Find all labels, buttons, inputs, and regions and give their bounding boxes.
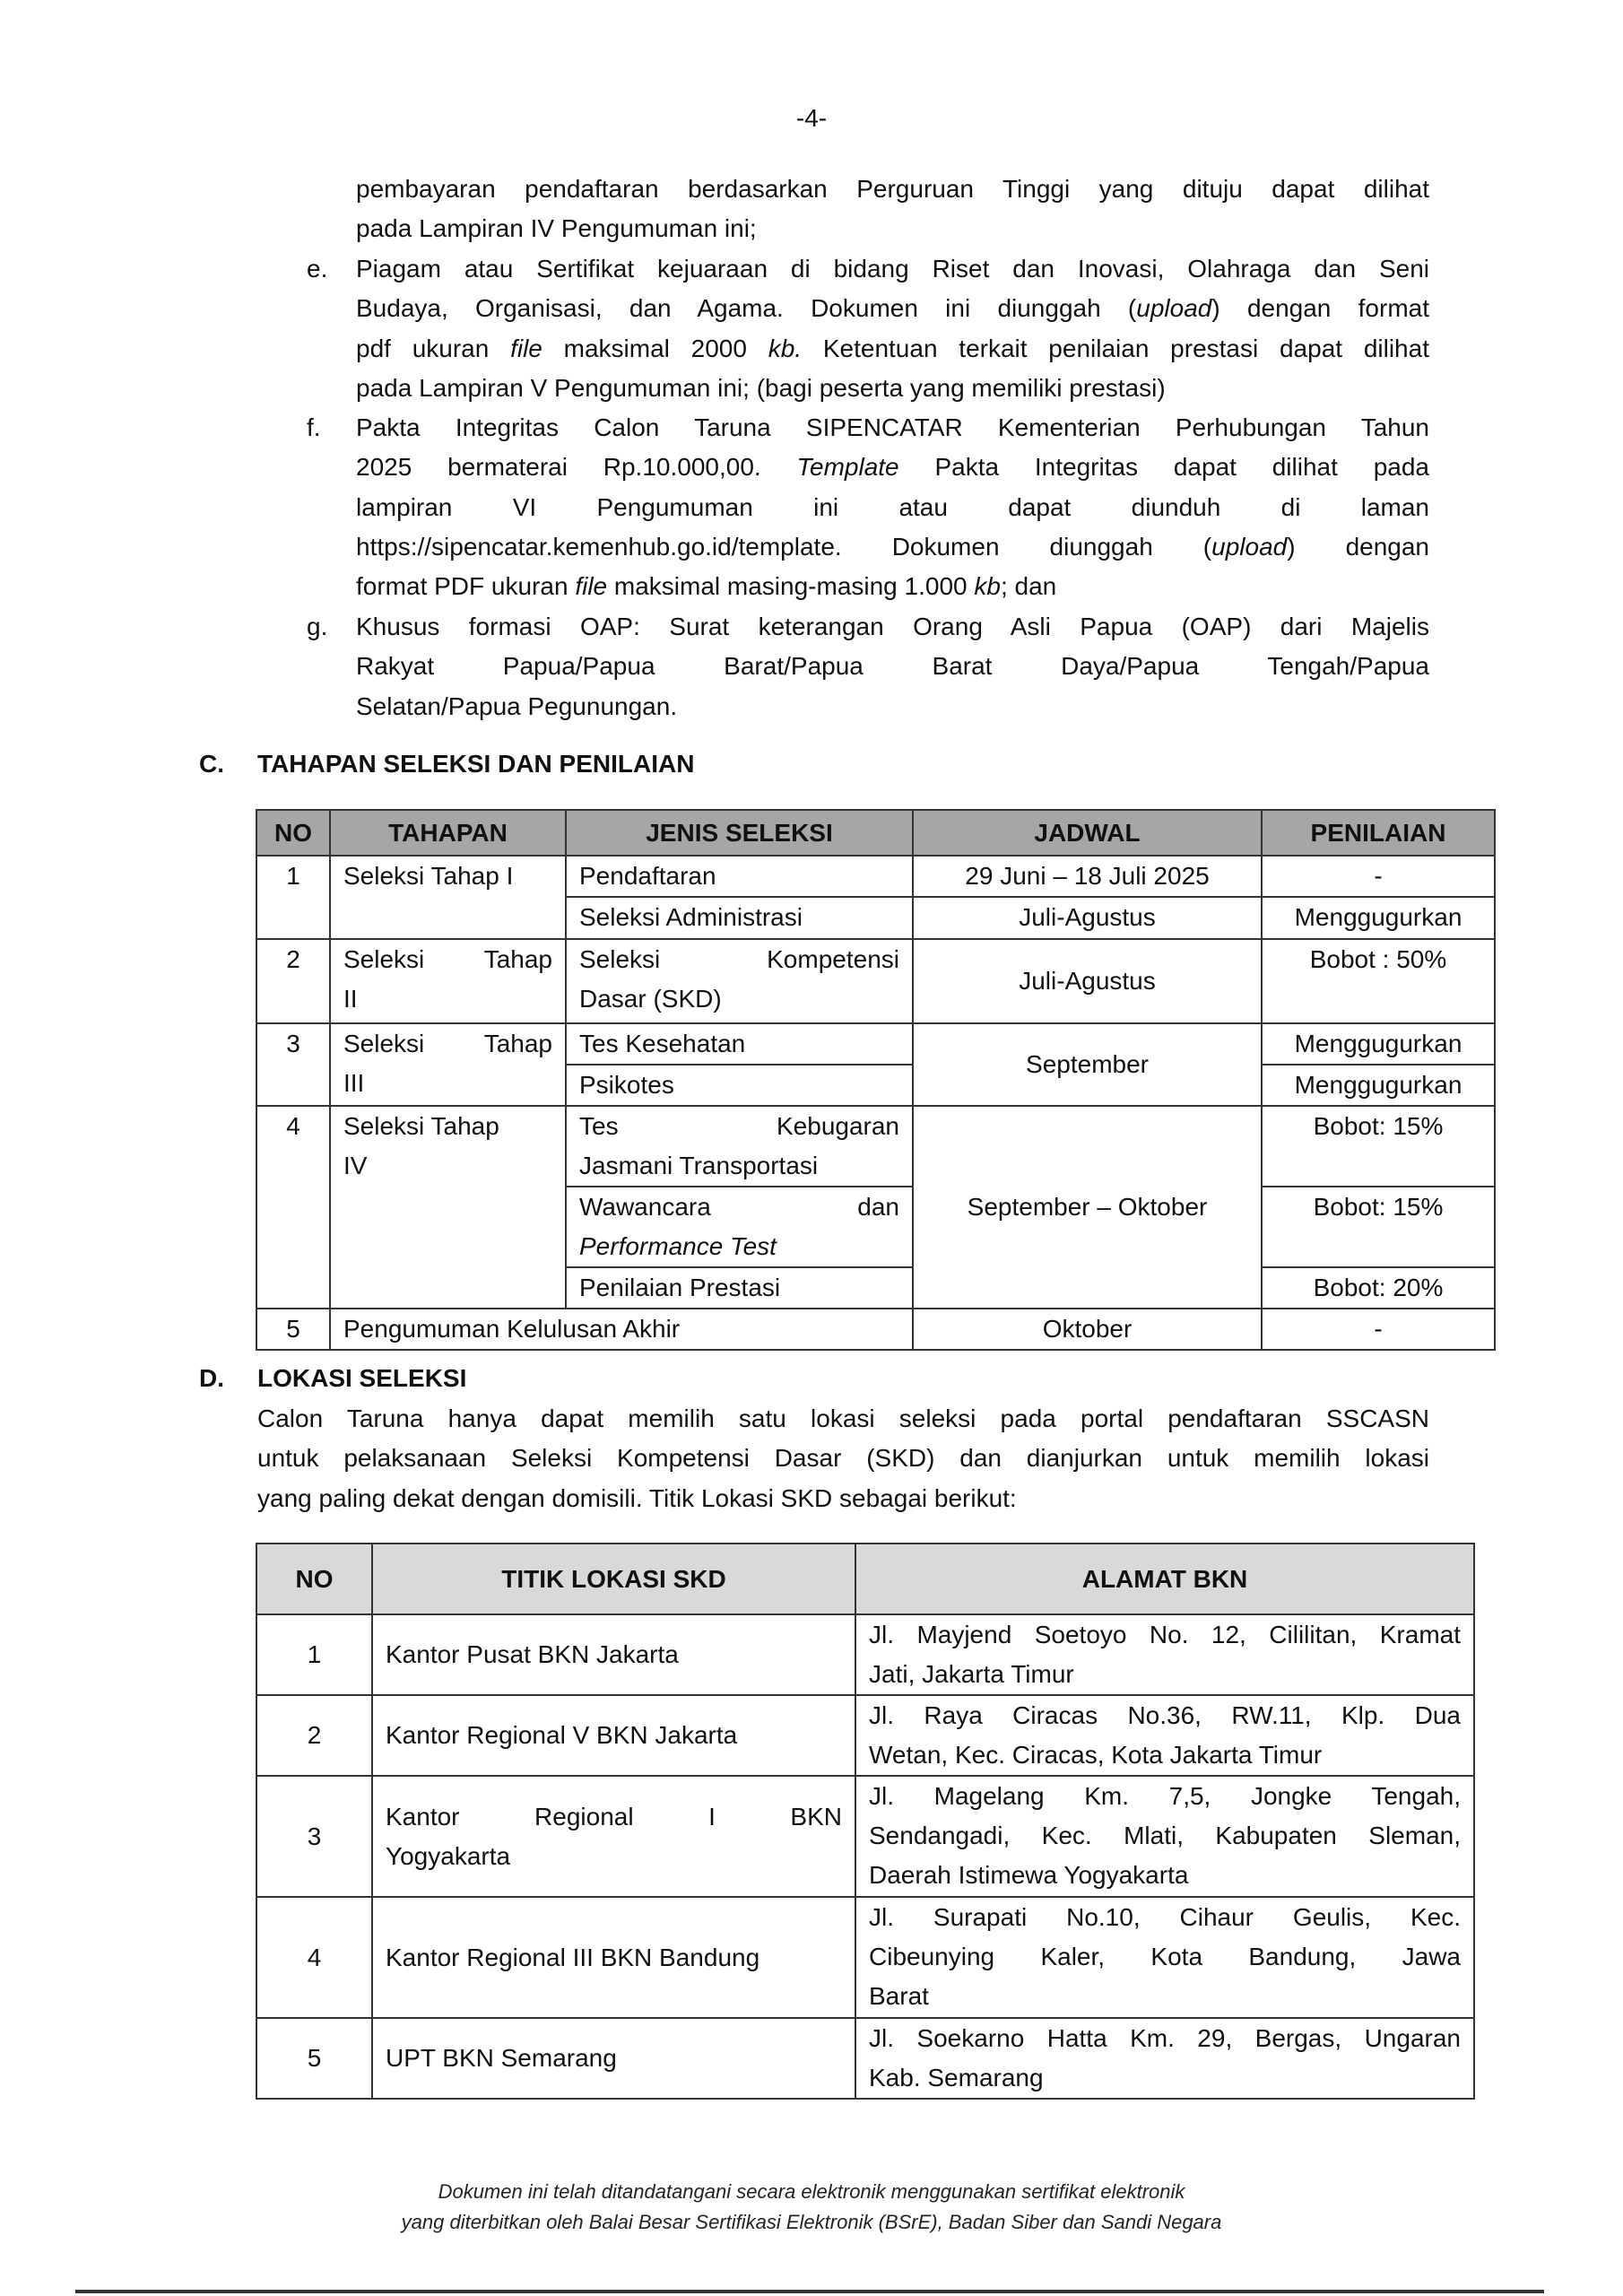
col-header-tahapan: TAHAPAN xyxy=(330,810,566,856)
cell-line: Wetan, Kec. Ciracas, Kota Jakarta Timur xyxy=(869,1741,1323,1769)
cell-jenis: Penilaian Prestasi xyxy=(566,1267,913,1309)
page-number: -4- xyxy=(795,104,828,132)
cell-jadwal: Juli-Agustus xyxy=(913,897,1262,939)
text-line: Calon Taruna hanya dapat memilih satu lokasi seleksi pada portal pendaftaran SSCASN xyxy=(257,1405,1429,1432)
cell-alamat xyxy=(855,1776,1474,1897)
table-header-row xyxy=(256,1544,1474,1614)
table-row xyxy=(256,1695,1474,1776)
footer-line: yang diterbitkan oleh Balai Besar Sertifikasi Elektronik (BSrE), Badan Siber dan Sandi Negara xyxy=(401,2211,1222,2233)
text-line xyxy=(356,249,1429,289)
cell-tahapan: Pengumuman Kelulusan Akhir xyxy=(330,1309,913,1350)
cell-line: Daerah Istimewa Yogyakarta xyxy=(869,1861,1189,1889)
list-item-text xyxy=(356,607,1429,726)
italic-term: file xyxy=(510,334,542,362)
cell-line: Jasmani Transportasi xyxy=(579,1152,819,1179)
cell-line: Dasar (SKD) xyxy=(579,985,722,1013)
cell-jenis xyxy=(566,1187,913,1267)
cell-line: Jl. Mayjend Soetoyo No. 12, Cililitan, Kramat xyxy=(869,1621,1461,1648)
italic-term: kb xyxy=(974,572,1001,601)
col-header-jenis: JENIS SELEKSI xyxy=(566,810,913,856)
section-letter: C. xyxy=(199,750,224,778)
cell-line: III xyxy=(343,1069,365,1097)
italic-term: upload xyxy=(1136,294,1212,323)
cell-line: Tes Kebugaran xyxy=(579,1112,899,1140)
list-marker: e. xyxy=(307,255,328,283)
col-header-lokasi: TITIK LOKASI SKD xyxy=(372,1544,855,1614)
cell-line: Yogyakarta xyxy=(386,1841,511,1870)
text-run: Pakta Integritas dapat dilihat pada xyxy=(898,453,1429,482)
text-run: Rakyat Papua/Papua Barat/Papua Barat Daya/Papua Tengah/Papua xyxy=(356,652,1429,681)
text-line xyxy=(356,329,1429,369)
cell-lokasi: Kantor Regional III BKN Bandung xyxy=(372,1897,855,2018)
text-run: ) dengan format xyxy=(1211,294,1429,323)
cell-penilaian: Bobot: 15% xyxy=(1262,1106,1495,1187)
text-line xyxy=(356,647,1429,686)
cell-line: Kantor Regional I BKN xyxy=(386,1802,842,1831)
col-header-no: NO xyxy=(256,810,330,856)
cell-alamat xyxy=(855,2018,1474,2099)
cell-no: 2 xyxy=(256,1695,372,1776)
cell-jadwal: September – Oktober xyxy=(913,1106,1262,1309)
cell-line: Seleksi Kompetensi xyxy=(579,945,899,973)
cell-no: 5 xyxy=(256,2018,372,2099)
cell-no: 1 xyxy=(256,856,330,939)
text-line xyxy=(356,607,1429,647)
cell-no: 1 xyxy=(256,1614,372,1695)
list-item-f xyxy=(307,408,1429,610)
text-line xyxy=(356,527,1429,567)
cell-lokasi: UPT BKN Semarang xyxy=(372,2018,855,2099)
footer-line: Dokumen ini telah ditandatangani secara elektronik menggunakan sertifikat elektronik xyxy=(438,2180,1185,2203)
cell-line: Sendangadi, Kec. Mlati, Kabupaten Sleman, xyxy=(869,1822,1461,1849)
bottom-divider xyxy=(75,2290,1544,2293)
cell-jenis xyxy=(566,939,913,1023)
table-row xyxy=(256,856,1495,897)
cell-no: 4 xyxy=(256,1106,330,1309)
cell-penilaian: Bobot: 15% xyxy=(1262,1187,1495,1267)
section-title: TAHAPAN SELEKSI DAN PENILAIAN xyxy=(257,750,695,778)
cell-line: Seleksi Tahap xyxy=(343,1030,552,1057)
cell-alamat xyxy=(855,1695,1474,1776)
cell-jenis: Seleksi Administrasi xyxy=(566,897,913,939)
text-line: pada Lampiran IV Pengumuman ini; xyxy=(356,214,757,243)
cell-tahapan xyxy=(330,939,566,1023)
cell-penilaian: Bobot: 20% xyxy=(1262,1267,1495,1309)
cell-no: 2 xyxy=(256,939,330,1023)
section-letter: D. xyxy=(199,1364,224,1392)
cell-jenis xyxy=(566,1106,913,1187)
cell-tahapan xyxy=(330,1023,566,1106)
italic-term: upload xyxy=(1211,532,1288,561)
text-line xyxy=(356,369,1429,408)
cell-jenis: Pendaftaran xyxy=(566,856,913,897)
text-run: Selatan/Papua Pegunungan. xyxy=(356,691,678,720)
selection-stages-table xyxy=(256,809,1496,1351)
list-marker: f. xyxy=(307,413,321,441)
cell-line: IV xyxy=(343,1152,368,1179)
url-text: https://sipencatar.kemenhub.go.id/template. Dokumen diunggah ( xyxy=(356,532,1212,561)
section-d-intro xyxy=(257,1399,1429,1518)
italic-term: kb. xyxy=(768,334,803,362)
text-run: maksimal 2000 xyxy=(542,334,768,362)
table-row xyxy=(256,2018,1474,2099)
cell-line: II xyxy=(343,985,358,1013)
cell-line: Jati, Jakarta Timur xyxy=(869,1660,1074,1688)
list-item-e xyxy=(307,249,1429,411)
col-header-alamat: ALAMAT BKN xyxy=(855,1544,1474,1614)
cell-penilaian: - xyxy=(1262,856,1495,897)
item-d-continuation xyxy=(356,170,1429,249)
cell-no: 5 xyxy=(256,1309,330,1350)
text-run: lampiran VI Pengumuman ini atau dapat diunduh di laman xyxy=(356,492,1429,521)
cell-alamat xyxy=(855,1614,1474,1695)
col-header-penilaian: PENILAIAN xyxy=(1262,810,1495,856)
cell-line: Barat xyxy=(869,1982,929,2010)
cell-jadwal: Oktober xyxy=(913,1309,1262,1350)
cell-lokasi xyxy=(372,1776,855,1897)
table-row xyxy=(256,1614,1474,1695)
list-marker: g. xyxy=(307,613,328,640)
text-run: pdf ukuran xyxy=(356,334,511,362)
text-run: maksimal masing-masing 1.000 xyxy=(607,572,975,601)
cell-jadwal: September xyxy=(913,1023,1262,1106)
text-run: ) dengan xyxy=(1287,532,1429,561)
cell-no: 4 xyxy=(256,1897,372,2018)
table-row xyxy=(256,1023,1495,1065)
text-line xyxy=(356,408,1429,448)
cell-jenis: Tes Kesehatan xyxy=(566,1023,913,1065)
cell-penilaian: Menggugurkan xyxy=(1262,897,1495,939)
col-header-no: NO xyxy=(256,1544,372,1614)
cell-line: Jl. Raya Ciracas No.36, RW.11, Klp. Dua xyxy=(869,1701,1461,1729)
cell-lokasi: Kantor Regional V BKN Jakarta xyxy=(372,1695,855,1776)
list-item-g xyxy=(307,607,1429,728)
italic-term: Template xyxy=(796,453,899,482)
text-run: Budaya, Organisasi, dan Agama. Dokumen ini diunggah ( xyxy=(356,294,1137,323)
table-row xyxy=(256,1106,1495,1187)
cell-penilaian: - xyxy=(1262,1309,1495,1350)
cell-tahapan: Seleksi Tahap I xyxy=(330,856,566,939)
text-run: format PDF ukuran xyxy=(356,572,576,601)
text-run: Khusus formasi OAP: Surat keterangan Orang Asli Papua (OAP) dari Majelis xyxy=(356,613,1429,640)
text-line xyxy=(356,488,1429,527)
cell-jadwal: Juli-Agustus xyxy=(913,939,1262,1023)
cell-line: Cibeunying Kaler, Kota Bandung, Jawa xyxy=(869,1943,1461,1970)
table-row xyxy=(256,1897,1474,2018)
text-run: ; dan xyxy=(1000,572,1057,601)
e-signature-footer xyxy=(0,2177,1623,2238)
table-row xyxy=(256,939,1495,1023)
list-item-text xyxy=(356,249,1429,408)
text-line: untuk pelaksanaan Seleksi Kompetensi Dasar (SKD) dan dianjurkan untuk memilih lokasi xyxy=(257,1444,1429,1473)
cell-line: Jl. Surapati No.10, Cihaur Geulis, Kec. xyxy=(869,1903,1461,1931)
section-d-heading xyxy=(199,1361,1365,1396)
section-c-heading xyxy=(199,746,1365,782)
table-header-row xyxy=(256,810,1495,856)
list-item-text xyxy=(356,408,1429,606)
cell-alamat xyxy=(855,1897,1474,2018)
text-line xyxy=(356,687,1429,726)
cell-jadwal: 29 Juni – 18 Juli 2025 xyxy=(913,856,1262,897)
cell-line: Kab. Semarang xyxy=(869,2064,1044,2092)
cell-no: 3 xyxy=(256,1023,330,1106)
text-line: yang paling dekat dengan domisili. Titik Lokasi SKD sebagai berikut: xyxy=(257,1483,1017,1512)
cell-line: Wawancara dan xyxy=(579,1193,899,1221)
text-run: Piagam atau Sertifikat kejuaraan di bidang Riset dan Inovasi, Olahraga dan Seni xyxy=(356,255,1429,283)
skd-locations-table xyxy=(256,1543,1475,2100)
text-run: Pakta Integritas Calon Taruna SIPENCATAR Kementerian Perhubungan Tahun xyxy=(356,413,1429,441)
cell-jenis: Psikotes xyxy=(566,1065,913,1106)
cell-penilaian: Menggugurkan xyxy=(1262,1023,1495,1065)
cell-no: 3 xyxy=(256,1776,372,1897)
italic-term: file xyxy=(575,572,608,601)
table-row xyxy=(256,1776,1474,1897)
cell-line: Performance Test xyxy=(579,1232,777,1260)
text-run: 2025 bermaterai Rp.10.000,00. xyxy=(356,453,797,482)
text-line xyxy=(356,448,1429,487)
cell-lokasi: Kantor Pusat BKN Jakarta xyxy=(372,1614,855,1695)
table-row xyxy=(256,1309,1495,1350)
text-line xyxy=(356,289,1429,328)
cell-line: Jl. Soekarno Hatta Km. 29, Bergas, Ungaran xyxy=(869,2024,1461,2052)
cell-penilaian: Menggugurkan xyxy=(1262,1065,1495,1106)
text-line xyxy=(356,567,1429,606)
cell-line: Seleksi Tahap xyxy=(343,945,552,973)
cell-line: Jl. Magelang Km. 7,5, Jongke Tengah, xyxy=(869,1782,1461,1810)
cell-line: Seleksi Tahap xyxy=(343,1112,499,1140)
cell-penilaian: Bobot : 50% xyxy=(1262,939,1495,1023)
text-run: Ketentuan terkait penilaian prestasi dapat dilihat xyxy=(802,334,1429,362)
text-line: pembayaran pendaftaran berdasarkan Perguruan Tinggi yang dituju dapat dilihat xyxy=(356,175,1429,203)
text-run: pada Lampiran V Pengumuman ini; (bagi peserta yang memiliki prestasi) xyxy=(356,373,1166,402)
section-title: LOKASI SELEKSI xyxy=(257,1364,467,1392)
col-header-jadwal: JADWAL xyxy=(913,810,1262,856)
cell-tahapan xyxy=(330,1106,566,1309)
